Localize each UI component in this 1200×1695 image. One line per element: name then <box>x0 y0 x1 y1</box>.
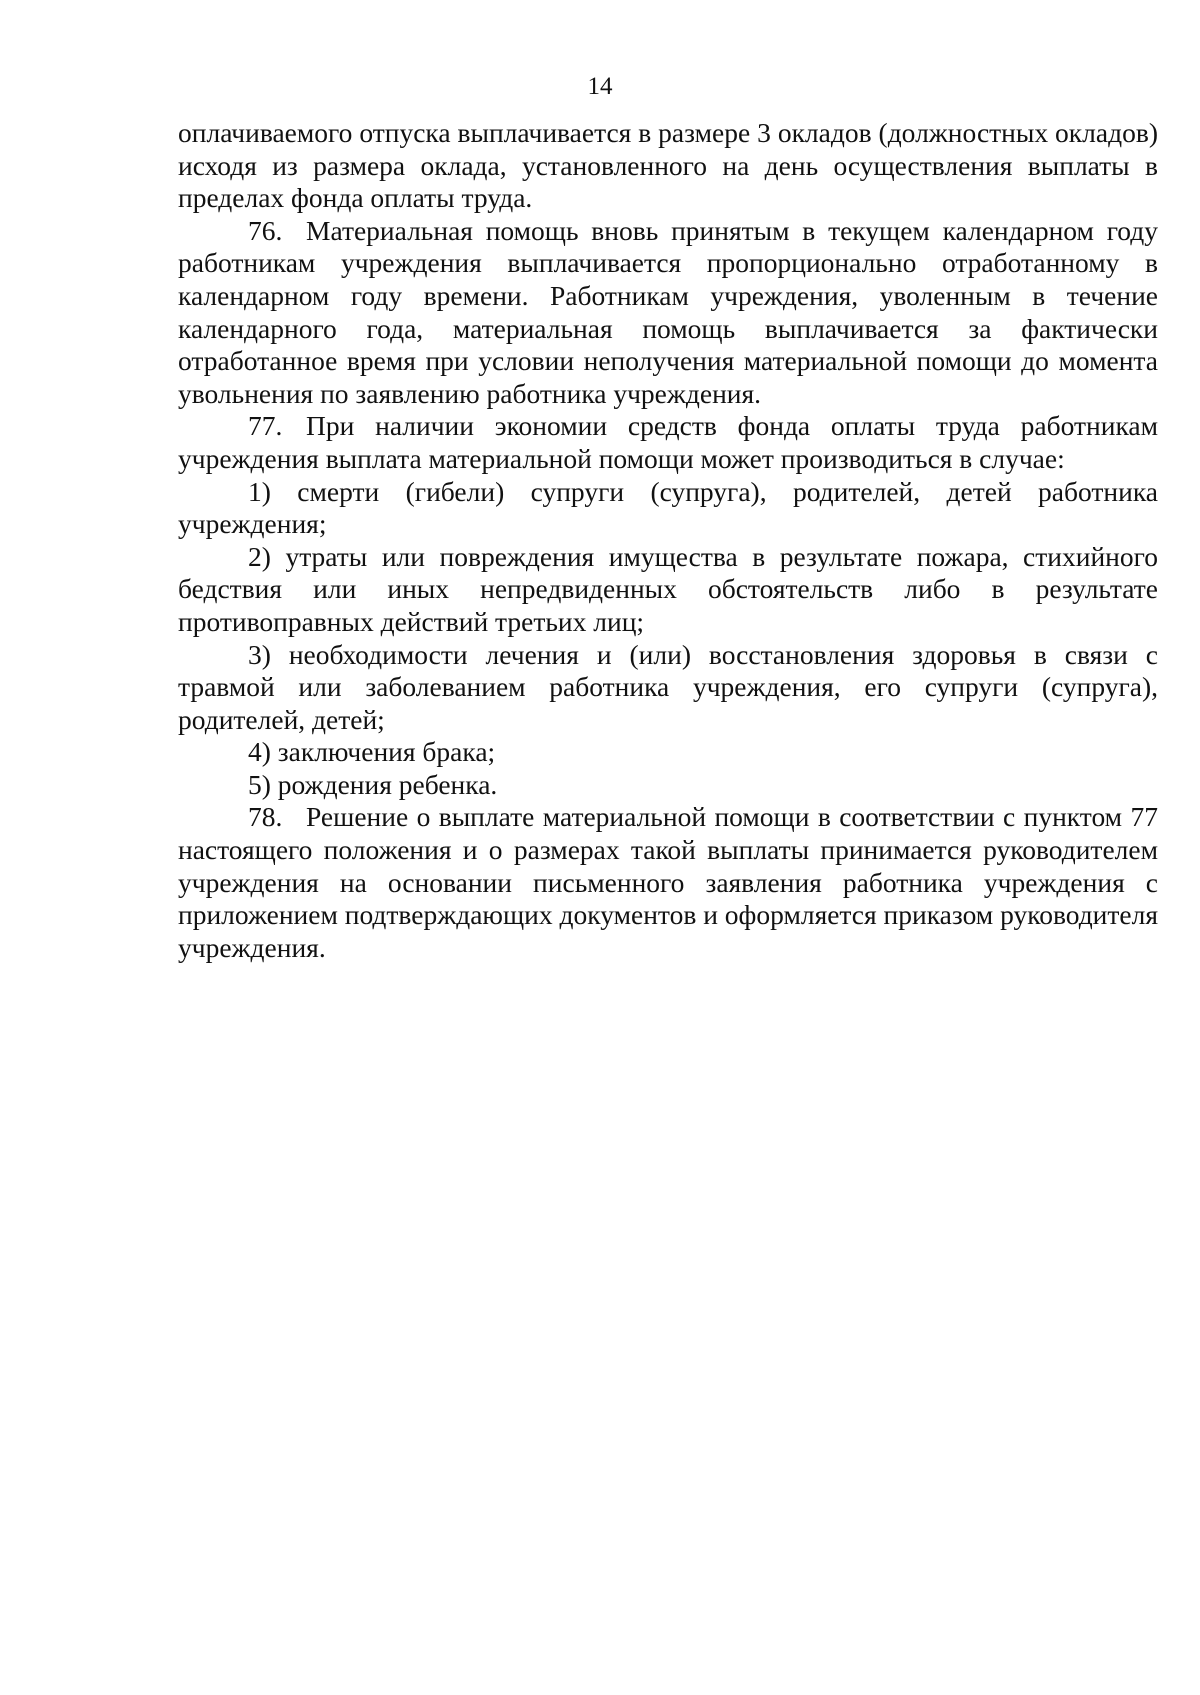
paragraph-text: Решение о выплате материальной помощи в соответствии с пунктом 77 настоящего положения и о размерах такой выплаты принимается руководителем учреждения на основании письменного заявления работника учреждения с приложением подтверждающих документов и оформляется приказом руководителя учреждения. <box>178 801 1158 963</box>
paragraph-number: 78. <box>248 801 283 833</box>
document-body <box>178 117 1158 964</box>
paragraph-number: 77. <box>248 410 283 442</box>
list-item-5: 5) рождения ребенка. <box>248 768 498 800</box>
list-item-4: 4) заключения брака; <box>248 736 496 768</box>
paragraph-continuation: оплачиваемого отпуска выплачивается в размере 3 окладов (должностных окладов) исходя из размера оклада, установленного на день осуществления выплаты в пределах фонда оплаты труда. <box>178 117 1158 214</box>
list-item-2: 2) утраты или повреждения имущества в результате пожара, стихийного бедствия или иных непредвиденных обстоятельств либо в результате противоправных действий третьих лиц; <box>178 540 1158 637</box>
paragraph-number: 76. <box>248 214 283 246</box>
list-item-1: 1) смерти (гибели) супруги (супруга), родителей, детей работника учреждения; <box>178 475 1158 540</box>
paragraph-text: При наличии экономии средств фонда оплаты труда работникам учреждения выплата материальной помощи может производиться в случае: <box>178 410 1158 474</box>
page-number: 14 <box>587 73 613 100</box>
list-item-3: 3) необходимости лечения и (или) восстановления здоровья в связи с травмой или заболеванием работника учреждения, его супруги (супруга), родителей, детей; <box>178 638 1158 735</box>
paragraph-text: Материальная помощь вновь принятым в текущем календарном году работникам учреждения выплачивается пропорционально отработанному в календарном году времени. Работникам учреждения, уволенным в течение календарного года, материальная помощь выплачивается за фактически отработанное время при условии неполучения материальной помощи до момента увольнения по заявлению работника учреждения. <box>178 214 1158 409</box>
paragraph-76 <box>178 215 1158 411</box>
paragraph-78 <box>178 801 1158 964</box>
paragraph-77 <box>178 410 1158 475</box>
